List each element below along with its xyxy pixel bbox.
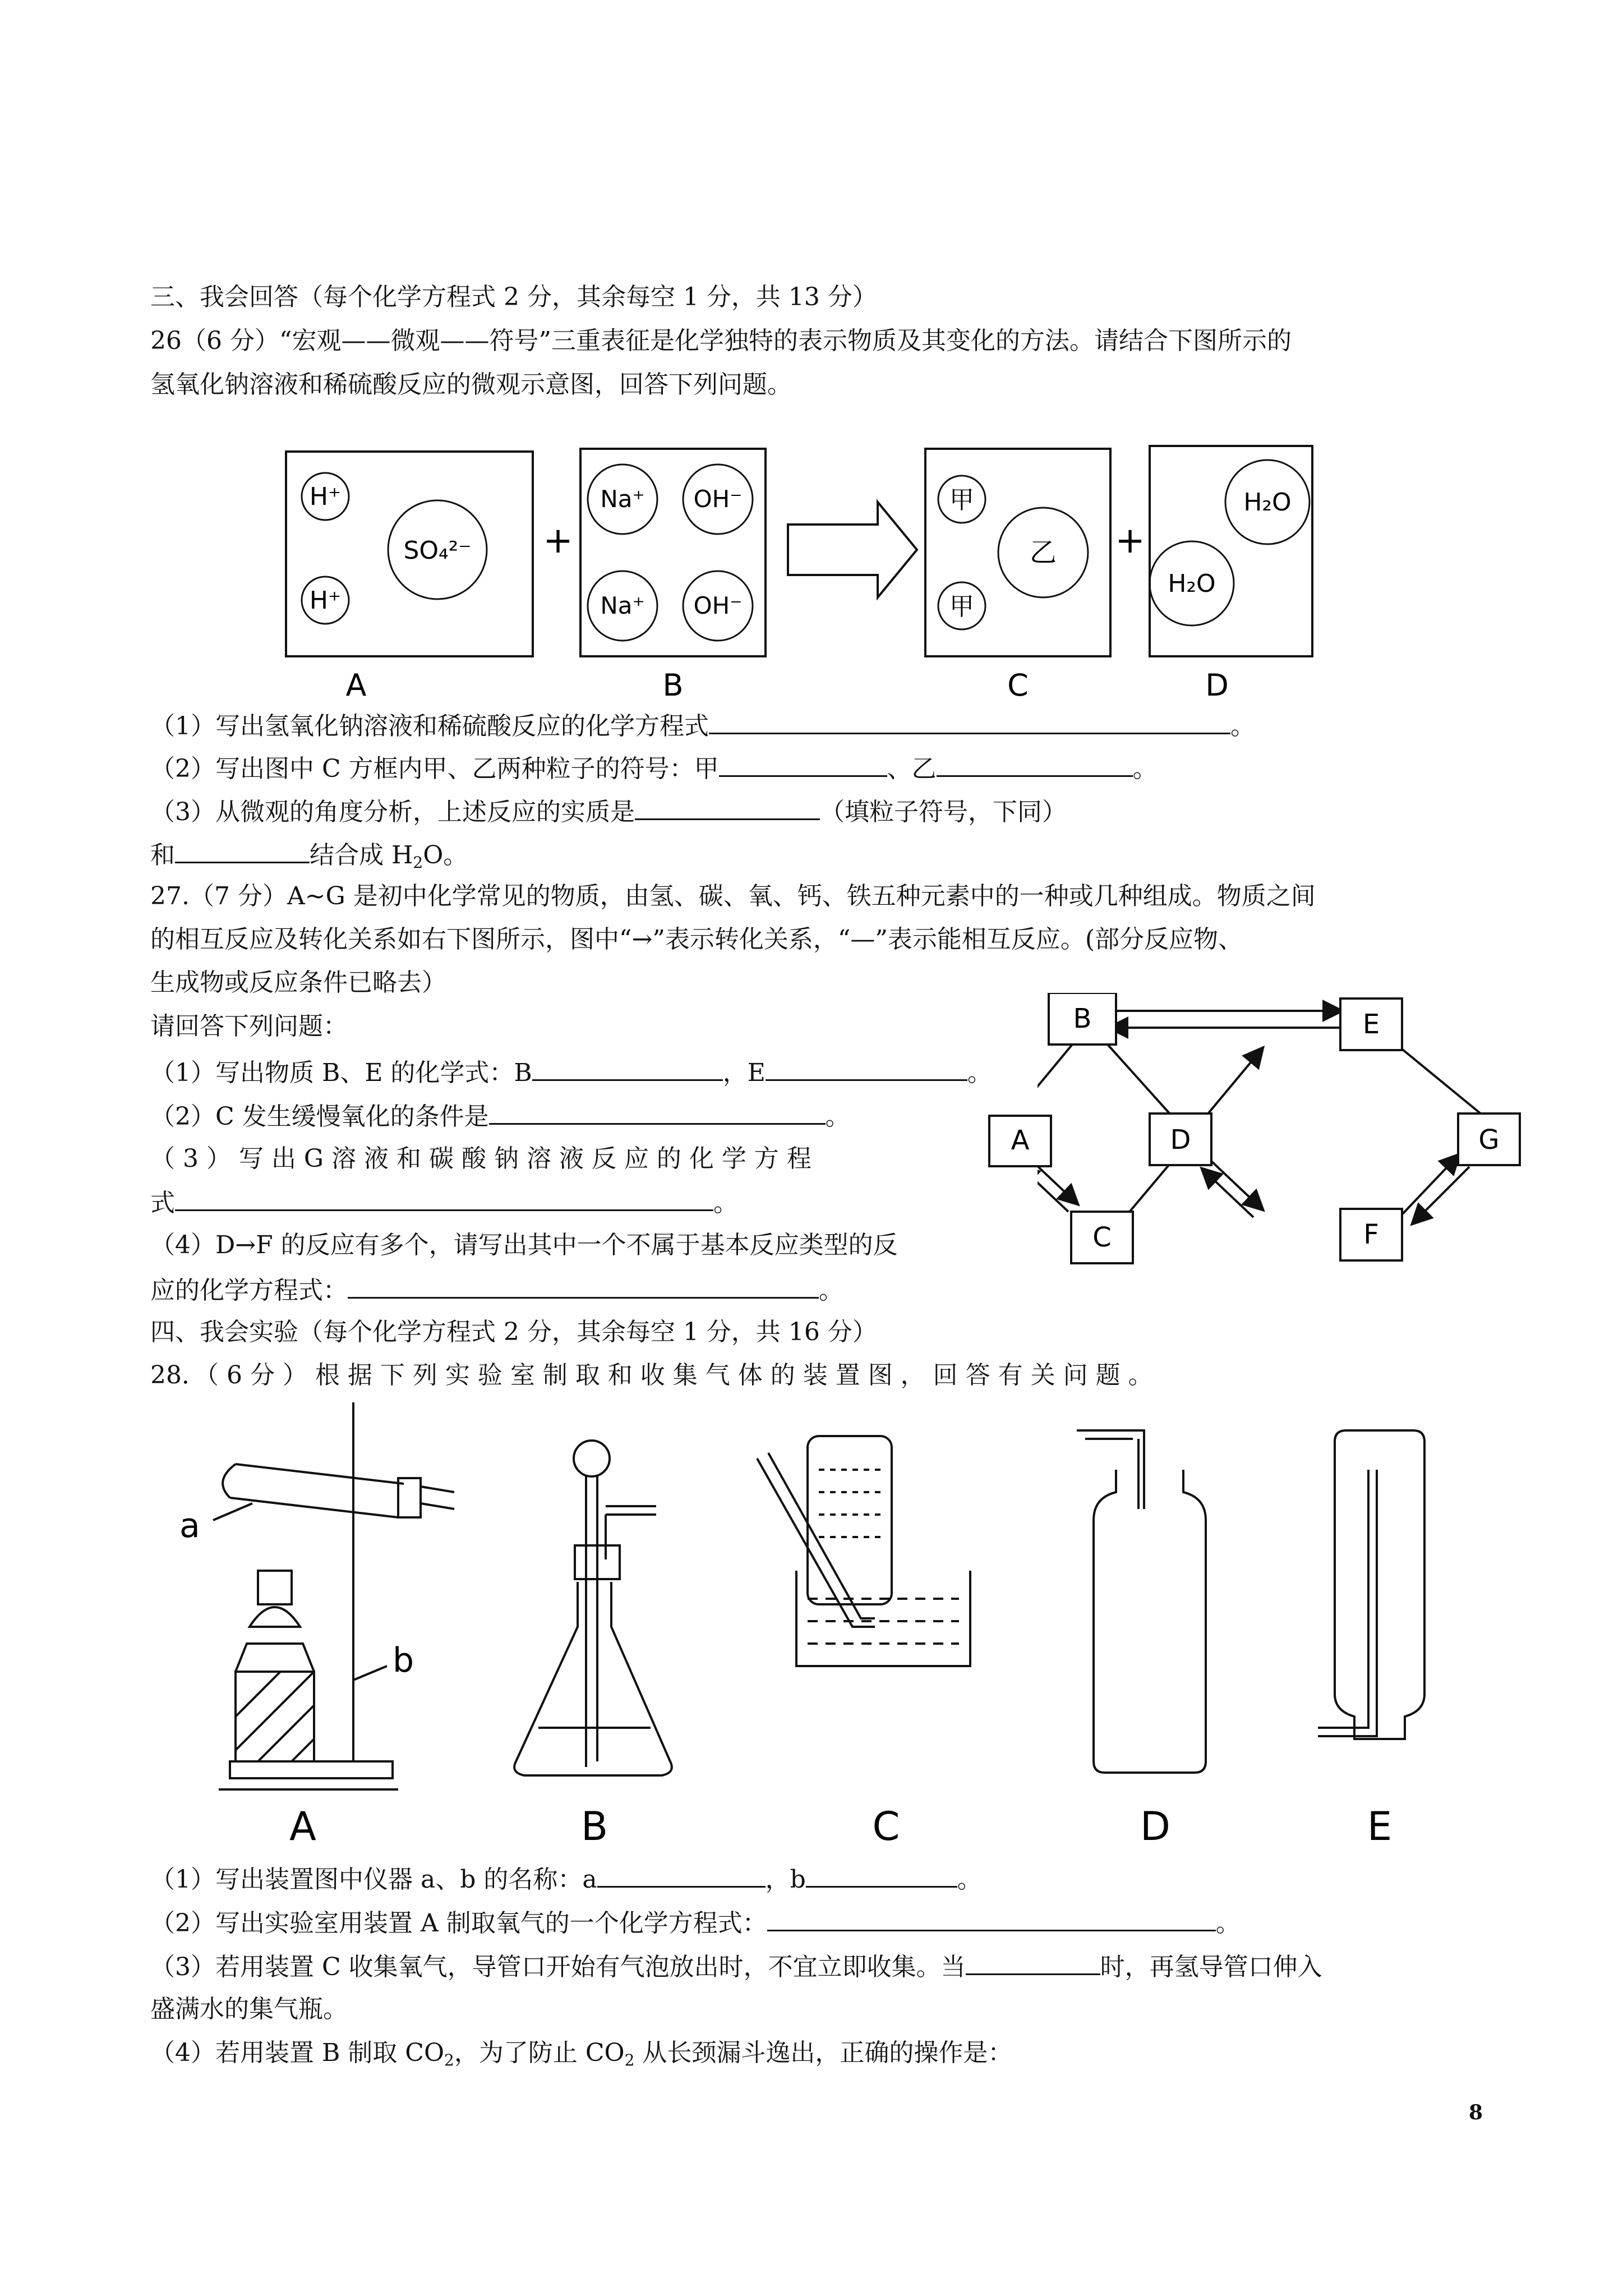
q27-intro-line3: 生成物或反应条件已略去）: [150, 968, 446, 997]
a-particle-2: H⁺: [309, 586, 342, 615]
q28-sub3-text: （3）若用装置 C 收集氧气，导管口开始有气泡放出时，不宜立即收集。当: [150, 1953, 966, 1981]
q26-sub2-text: （2）写出图中 C 方框内甲、乙两种粒子的符号：甲: [150, 754, 719, 783]
q27-sub1-mid: ，E: [722, 1059, 766, 1087]
q27-sub1-end: 。: [967, 1059, 992, 1087]
c-particle-2: 甲: [949, 592, 974, 621]
q27-answer-3[interactable]: [175, 1185, 713, 1211]
q26-sub1-end: 。: [1230, 712, 1255, 740]
b-particle-3: Na⁺: [600, 592, 645, 619]
box-a-label: A: [345, 668, 367, 701]
q28-sub2-text: （2）写出实验室用装置 A 制取氧气的一个化学方程式：: [150, 1909, 767, 1938]
node-a: A: [1011, 1125, 1030, 1156]
q26-sub3-cont: [150, 837, 468, 880]
q27-node-a: [987, 1114, 1060, 1170]
apparatus-c-label: C: [872, 1803, 900, 1849]
c-particle-3: 乙: [1029, 537, 1057, 568]
q27-intro-line2: 的相互反应及转化关系如右下图所示，图中“→”表示转化关系，“—”表示能相互反应。(部分反应物、: [150, 925, 1243, 954]
node-g: G: [1478, 1124, 1500, 1156]
a-particle-1: H⁺: [309, 482, 342, 511]
q28-answer-2[interactable]: [767, 1905, 1216, 1931]
q26-sub2: [150, 751, 1158, 786]
q26-figure: [264, 438, 1318, 701]
apparatus-e-label: E: [1367, 1803, 1393, 1849]
q28-sub2: [150, 1905, 1241, 1940]
q27-answer-2[interactable]: [489, 1098, 826, 1125]
q26-sub2-end: 。: [1132, 754, 1158, 783]
plus-2: +: [1115, 520, 1145, 562]
q27-sub4: （4）D→F 的反应有多个，请写出其中一个不属于基本反应类型的反: [150, 1231, 898, 1259]
q28-sub4-mid: ，为了防止 CO: [454, 2039, 625, 2067]
q28-answer-3[interactable]: [966, 1949, 1100, 1975]
q26-sub3-end: O。: [423, 841, 468, 869]
q26-sub3-subscript: 2: [413, 853, 423, 872]
q26-intro-line2: 氢氧化钠溶液和稀硫酸反应的微观示意图，回答下列问题。: [150, 370, 792, 399]
q27-answer-e[interactable]: [766, 1055, 967, 1081]
q26-sub3: [150, 794, 1067, 829]
q27-ask: 请回答下列问题：: [150, 1012, 348, 1041]
q26-intro-line1: 26（6 分）“宏观——微观——符号”三重表征是化学独特的表示物质及其变化的方法。请结合下图所示的: [150, 326, 1292, 355]
q26-sub1-text: （1）写出氢氧化钠溶液和稀硫酸反应的化学方程式: [150, 712, 709, 740]
q27-sub4-cont: [150, 1272, 843, 1308]
q28-sub4-text: （4）若用装置 B 制取 CO: [150, 2039, 445, 2067]
q27-sub1-text: （1）写出物质 B、E 的化学式：B: [150, 1059, 532, 1087]
section-3-title: 三、我会回答（每个化学方程式 2 分，其余每空 1 分，共 13 分）: [150, 283, 877, 311]
q26-answer-3a[interactable]: [635, 794, 820, 820]
q27-sub3-end: 。: [713, 1189, 738, 1217]
q28-sub4-sub1: 2: [444, 2051, 454, 2069]
q28-sub3: [150, 1949, 1322, 1984]
q27-answer-4[interactable]: [348, 1272, 819, 1299]
q26-sub3-hint: （填粒子符号，下同）: [820, 798, 1067, 826]
apparatus-a-label: A: [289, 1803, 316, 1849]
a-particle-3: SO₄²⁻: [403, 536, 472, 565]
box-d-label: D: [1205, 668, 1229, 701]
q28-intro: 28．（ 6 分 ） 根 据 下 列 实 验 室 制 取 和 收 集 气 体 的 装 置 图 ， 回 答 有 关 问 题 。: [150, 1361, 1153, 1389]
q27-sub2: [150, 1098, 850, 1134]
q27-sub4-text: 应的化学方程式：: [150, 1276, 348, 1305]
box-c-label: C: [1007, 668, 1029, 701]
q28-sub4-end: 从长颈漏斗逸出，正确的操作是：: [634, 2039, 1013, 2067]
q28-sub4-sub2: 2: [624, 2051, 635, 2069]
q28-apparatus-figure: [151, 1402, 1497, 1851]
label-b: b: [393, 1641, 414, 1680]
q28-sub1-end: 。: [957, 1865, 982, 1894]
q26-answer-3b[interactable]: [175, 837, 310, 863]
q28-sub1-text: （1）写出装置图中仪器 a、b 的名称：a: [150, 1865, 597, 1894]
d-particle-1: H₂O: [1243, 488, 1292, 517]
q27-sub2-end: 。: [825, 1102, 850, 1131]
node-e: E: [1362, 1009, 1380, 1040]
q28-answer-a[interactable]: [597, 1861, 766, 1888]
q28-sub1: [150, 1861, 982, 1897]
label-a: a: [179, 1506, 200, 1545]
q27-sub3: （ 3 ） 写 出 G 溶 液 和 碳 酸 钠 溶 液 反 应 的 化 学 方 程: [150, 1144, 811, 1173]
node-f: F: [1363, 1219, 1379, 1250]
q28-sub2-end: 。: [1215, 1909, 1241, 1938]
q28-answer-b[interactable]: [806, 1861, 957, 1888]
q27-relation-diagram: [1038, 993, 1542, 1273]
q26-sub3-combine: 结合成 H: [310, 841, 413, 869]
q26-sub1: [150, 708, 1255, 743]
plus-1: +: [543, 520, 573, 562]
q26-sub3-and: 和: [150, 841, 175, 869]
q26-sub2-mid: 、乙: [887, 754, 937, 783]
q26-answer-1[interactable]: [709, 708, 1230, 734]
apparatus-d-label: D: [1140, 1803, 1170, 1849]
q26-sub3-text: （3）从微观的角度分析，上述反应的实质是: [150, 798, 635, 826]
node-c: C: [1092, 1222, 1112, 1253]
q27-intro-line1: 27.（7 分）A~G 是初中化学常见的物质，由氢、碳、氧、钙、铁五种元素中的一种或几种组成。物质之间: [150, 882, 1316, 910]
q27-sub1: [150, 1055, 992, 1090]
q28-sub4: [150, 2036, 1012, 2077]
section-4-title: 四、我会实验（每个化学方程式 2 分，其余每空 1 分，共 16 分）: [150, 1318, 877, 1346]
q27-answer-b[interactable]: [532, 1055, 723, 1081]
b-particle-1: Na⁺: [600, 485, 645, 513]
q26-answer-yi[interactable]: [937, 751, 1133, 777]
page-number: 8: [1468, 2101, 1483, 2124]
node-b: B: [1073, 1003, 1092, 1034]
apparatus-b-label: B: [580, 1803, 608, 1849]
q27-sub2-text: （2）C 发生缓慢氧化的条件是: [150, 1102, 489, 1131]
b-particle-2: OH⁻: [693, 485, 743, 513]
b-particle-4: OH⁻: [693, 592, 743, 619]
q27-sub4-end: 。: [819, 1276, 843, 1305]
q27-sub3-shi: 式: [150, 1189, 175, 1217]
q28-sub3-cont: 盛满水的集气瓶。: [150, 1995, 348, 2023]
c-particle-1: 甲: [949, 486, 974, 514]
box-b-label: B: [662, 668, 684, 701]
node-d: D: [1170, 1124, 1191, 1156]
q28-sub1-mid: ，b: [765, 1865, 806, 1894]
q27-sub3-cont: [150, 1185, 738, 1220]
d-particle-2: H₂O: [1168, 569, 1216, 598]
q26-answer-jia[interactable]: [719, 751, 887, 777]
q28-sub3-mid: 时，再氢导管口伸入: [1100, 1953, 1322, 1981]
